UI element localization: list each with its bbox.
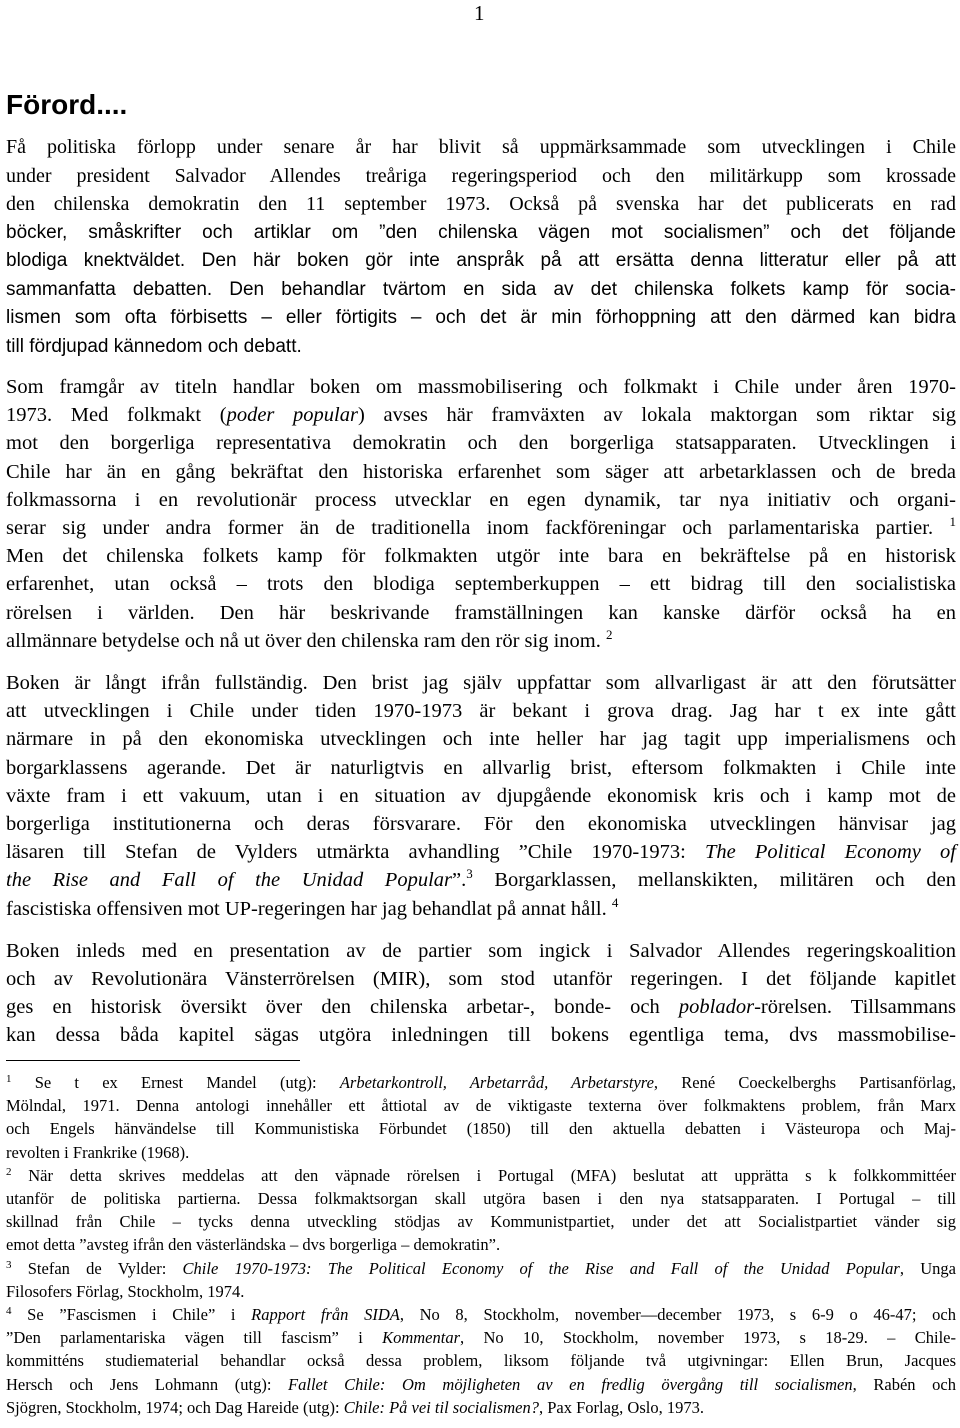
text-line: lismen som ofta förbisetts – eller förtigits – och det är min förhoppning att den därmed kan bidra: [6, 307, 956, 328]
footnote-number: 1: [6, 1073, 12, 1085]
text-run: Sjögren, Stockholm, 1974; och Dag Hareide (utg):: [6, 1397, 344, 1417]
text-line: borgerliga institutionerna och deras försvarare. För den ekonomiska utvecklingen hänvisar jag: [6, 813, 956, 836]
text-line: utanför de politiska partierna. Dessa folkmaktsorgan skall utgöra basen i den nya statsapparaten. I Portugal – till: [6, 1189, 956, 1209]
text-line: rörelsen i världen. Den här beskrivande framställningen kan kanske därför också ha en: [6, 601, 956, 624]
text-run: -rörelsen. Tillsammans: [754, 996, 956, 1019]
paragraph-3: [6, 669, 956, 923]
text-line: att utvecklingen i Chile under tiden 1970-1973 är bekant i grova drag. Jag har t ex inte gått: [6, 700, 956, 723]
footnote-1: [6, 1071, 956, 1164]
text-line: och av Revolutionära Vänsterrörelsen (MIR), som stod utanför regeringen. I det följande kapitlet: [6, 968, 956, 991]
text-line: [6, 401, 956, 429]
text-run: , Rabén och: [852, 1374, 956, 1394]
text-line: [6, 627, 956, 655]
text-run: fascistiska offensiven mot UP-regeringen har jag behandlat på annat håll.: [6, 897, 607, 920]
text-run: läsaren till Stefan de Vylders utmärkta avhandling ”Chile 1970-1973:: [6, 841, 706, 864]
italic-title: the Rise and Fall of the Unidad Popular: [6, 869, 452, 892]
text-line: skillnad från Chile – tycks denna utveckling stödjas av Kommunistpartiet, under det att Socialistpartiet vänder sig: [6, 1212, 956, 1232]
text-run: 1973. Med folkmakt (: [6, 404, 227, 427]
text-run: serar sig under andra former än de traditionella inom fackföreningar och parlamentariska partier.: [6, 517, 934, 540]
text-line: folkmassorna i en revolutionär process utvecklar en egen dynamik, tar nya initiativ och organi-: [6, 488, 956, 511]
text-line: Filosofers Förlag, Stockholm, 1974.: [6, 1281, 245, 1301]
text-line: [6, 1164, 956, 1187]
paragraph-2: [6, 373, 956, 655]
text-line: [6, 1373, 956, 1396]
text-line: Boken är långt ifrån fullständig. Den brist jag själv uppfattar som allvarligast är att den förutsätter: [6, 672, 956, 695]
text-line: Men det chilenska folkets kamp för folkmakten utgör inte bara en bekräftelse på en historisk: [6, 545, 956, 568]
footnotes: [6, 1071, 956, 1419]
text-line: [6, 1257, 956, 1280]
text-line: [6, 1326, 956, 1349]
text-line: under president Salvador Allendes treåriga regeringsperiod och den militärkupp som krossade: [6, 164, 956, 187]
text-run: Se ”Fascismen i Chile” i: [11, 1305, 252, 1325]
text-line: Chile har än en gång bekräftat den historiska erfarenhet som säger att arbetarklassen och de breda: [6, 460, 956, 483]
footnote-number: 4: [6, 1305, 12, 1318]
body-text: [6, 133, 956, 1050]
text-line: [6, 993, 956, 1021]
text-line: böcker, småskrifter och artiklar om ”den chilenska vägen mot socialismen” och det följande: [6, 221, 956, 243]
text-run: Stefan de Vylder:: [11, 1258, 183, 1278]
text-line: [6, 866, 956, 894]
text-line: till fördjupad kännedom och debatt.: [6, 335, 302, 357]
footnote-ref[interactable]: 3: [466, 866, 473, 882]
italic-term: poder popular: [226, 404, 358, 427]
italic-title: Rapport från SIDA: [251, 1305, 400, 1325]
text-line: borgarklassens agerande. Det är naturligtvis en allvarlig brist, eftersom folkmakten i Chile inte: [6, 756, 956, 779]
text-line: [6, 838, 956, 866]
footnote-ref[interactable]: 1: [949, 514, 956, 530]
footnote-2: [6, 1164, 956, 1257]
text-line: Som framgår av titeln handlar boken om massmobilisering och folkmakt i Chile under åren 1970-: [6, 376, 956, 398]
text-run: Se t ex Ernest Mandel (utg):: [11, 1073, 340, 1092]
text-run: , Unga: [899, 1258, 956, 1278]
footnote-number: 3: [6, 1258, 12, 1271]
text-line: närmare in på den ekonomiska utvecklingen och inte heller har jag tagit upp imperialismens och: [6, 728, 956, 751]
text-line: blodiga knektväldet. Den här boken gör inte anspråk på att ersätta denna litteratur eller på att: [6, 250, 956, 271]
text-line: Få politiska förlopp under senare år har blivit så uppmärksammade som utvecklingen i Chile: [6, 136, 956, 158]
footnote-separator: [6, 1060, 300, 1061]
italic-title: Kommentar: [382, 1328, 461, 1348]
text-line: Boken inleds med en presentation av de partier som ingick i Salvador Allendes regeringskoalition: [6, 939, 956, 962]
italic-term: poblador: [678, 996, 755, 1019]
italic-title: Fallet Chile: Om möjligheten av en fredlig övergång till socialismen: [288, 1374, 853, 1394]
text-run: allmännare betydelse och nå ut över den chilenska ram den rör sig inom.: [6, 629, 601, 652]
text-line: [6, 514, 956, 542]
text-line: erfarenhet, utan också – trots den blodiga septemberkuppen – ett bidrag till den socialistiska: [6, 573, 956, 596]
text-run: , Pax Forlag, Oslo, 1973.: [538, 1397, 704, 1417]
text-line: revolten i Frankrike (1968).: [6, 1142, 190, 1162]
footnote-ref[interactable]: 2: [606, 626, 613, 642]
footnote-ref[interactable]: 4: [611, 894, 619, 910]
text-line: Mölndal, 1971. Denna antologi innehåller ett åttiotal av de viktigaste texterna över folkmaktens problem, från Marx: [6, 1096, 956, 1116]
text-line: växte fram i ett vakuum, utan i en situation av djupgående ekonomisk kris och i kamp mot de: [6, 784, 956, 807]
footnote-4: [6, 1303, 956, 1419]
text-line: och Engels hänvändelse till Kommunistiska Förbundet (1850) till den aktuella debatten i Västeuropa och Maj-: [6, 1119, 956, 1139]
text-run: När detta skrives meddelas att den väpnade rörelsen i Portugal (MFA) beslutat att upprätta s k folkkommittéer: [11, 1165, 956, 1185]
text-run: , René Coeckelberghs Partisanförlag,: [653, 1073, 956, 1092]
paragraph-1: [6, 133, 956, 361]
text-line: [6, 1071, 956, 1094]
text-run: , No 8, Stockholm, november—december 1973, s 6-9 o 46-47; och: [399, 1305, 956, 1325]
italic-title: Arbetarkontroll, Arbetarråd, Arbetarstyre: [339, 1073, 654, 1092]
page-number: 1: [474, 1, 485, 25]
italic-title: Chile: På vei til socialismen?: [343, 1397, 539, 1417]
text-line: [6, 1396, 956, 1419]
text-run: ges en historisk översikt över den chilenska arbetar-, bonde- och: [6, 996, 679, 1019]
italic-title: The Political Economy of: [705, 841, 956, 864]
text-line: emot detta ”avsteg ifrån den västerländska – dvs borgerliga – demokratin”.: [6, 1235, 501, 1255]
text-line: kommitténs studiematerial behandlar också dessa problem, liksom följande två utgivningar: Ellen Brun, Jacques: [6, 1351, 956, 1371]
text-run: ) avses här framväxten av lokala maktorgan som riktar sig: [357, 404, 956, 427]
footnote-number: 2: [6, 1165, 12, 1178]
text-run: , No 10, Stockholm, november 1973, s 18-29. – Chile-: [460, 1328, 956, 1348]
text-line: mot den borgerliga representativa demokratin och den borgerliga statsapparaten. Utvecklingen i: [6, 432, 956, 455]
text-run: Borgarklassen, mellanskikten, militären och den: [472, 869, 956, 892]
italic-title: Chile 1970-1973: The Political Economy of the Rise and Fall of the Unidad Popular: [182, 1258, 900, 1278]
text-line: [6, 895, 956, 923]
text-run: ”Den parlamentariska vägen till fascism” i: [6, 1328, 383, 1348]
text-line: [6, 1303, 956, 1326]
text-run: Hersch och Jens Lohmann (utg):: [6, 1374, 289, 1394]
page-title: Förord....: [6, 89, 128, 120]
footnote-3: [6, 1257, 956, 1303]
text-line: sammanfatta debatten. Den behandlar tvärtom en sida av det chilenska folkets kamp för socia-: [6, 278, 956, 300]
text-line: kan dessa båda kapitel sägas utgöra inledningen till bokens egentliga tema, dvs massmobilise-: [6, 1024, 956, 1047]
text-run: ”.: [452, 869, 467, 892]
paragraph-4: [6, 937, 956, 1050]
text-line: den chilenska demokratin den 11 september 1973. Också på svenska har det publicerats en rad: [6, 193, 956, 215]
